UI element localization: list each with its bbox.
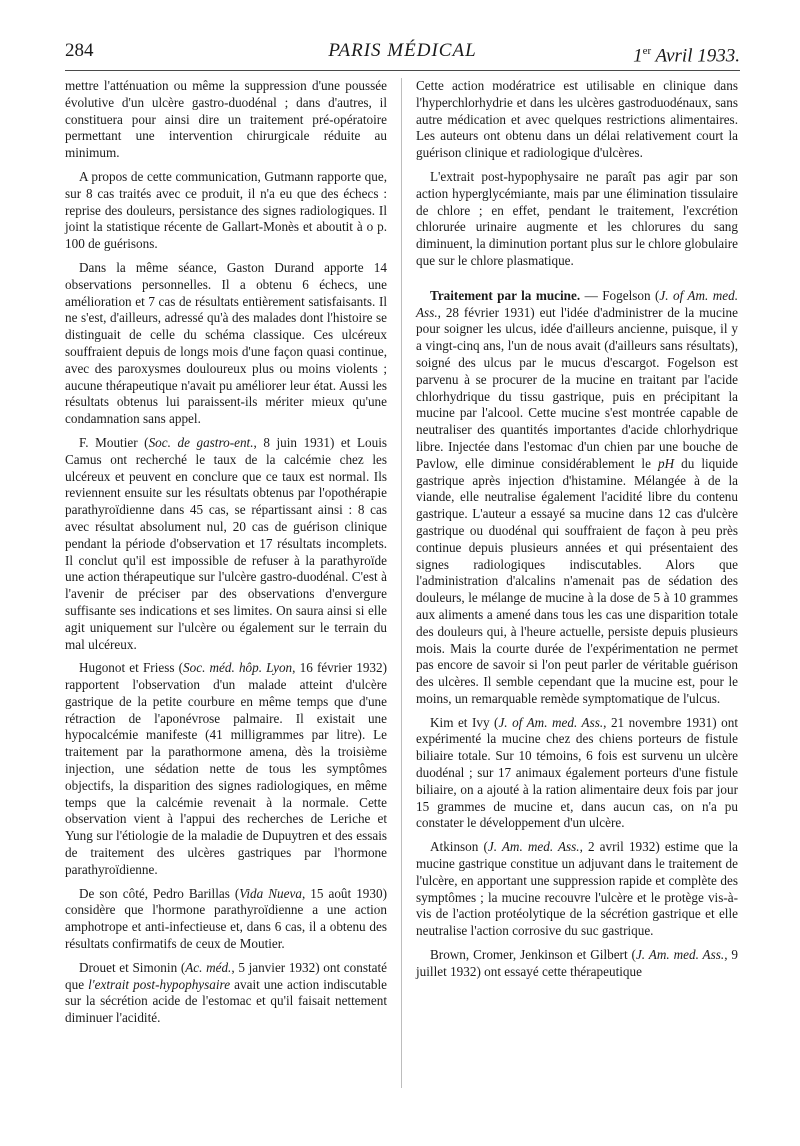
citation: Soc. de gastro-ent. — [148, 434, 254, 450]
journal-title: PARIS MÉDICAL — [328, 40, 477, 61]
issue-date — [633, 36, 740, 71]
citation: J. of Am. med. Ass. — [416, 287, 738, 320]
ph-term: pH — [657, 455, 675, 471]
citation: J. Am. med. Ass. — [635, 947, 725, 963]
paragraph: De son côté, Pedro Barillas (Vida Nueva, 15 août 1930) considère que l'hormone parathyroïdienne a une action amphotrope et anti-infectieuse et, dans 6 cas, il a obtenu des résultats confirmatifs de ceux de Moutier. — [65, 885, 387, 952]
issue-date-rest: Avril 1933. — [651, 45, 740, 67]
paragraph: A propos de cette communication, Gutmann rapporte que, sur 8 cas traités avec ce produit, il n'a eu que des échecs : reprise des douleurs, persistance des signes radiologiques. Il joint la statistique récente de Gallart-Monès et aboutit à o p. 100 de guérisons. — [65, 168, 387, 252]
header-rule — [65, 70, 740, 71]
citation: J. Am. med. Ass. — [487, 839, 580, 855]
left-column — [65, 78, 387, 1034]
paragraph: Hugonot et Friess (Soc. méd. hôp. Lyon, 16 février 1932) rapportent l'observation d'un malade atteint d'ulcère gastrique de la petite courbure en même temps que d'une rétraction de l'aponévrose palmaire. Il existait une hypocalcémie manifeste (41 milligrammes par litre). Le traitement par la parathormone amena, dès la troisième injection, une sédation nette de tous les symptômes objectifs, la disparition des signes radiologiques, en même temps que la calcémie revenait à la normale. Cette observation vient à l'appui des recherches de Leriche et Yung sur l'étiologie de la maladie de Dupuytren et des essais de traitement des ulcères gastriques par l'hormone parathyroïdienne. — [65, 660, 387, 877]
citation: Ac. méd. — [185, 959, 232, 975]
section-paragraph: Traitement par la mucine. — Fogelson (J. of Am. med. Ass., 28 février 1931) eut l'idée d'administrer de la mucine pour soigner les ulcus, idée d'ailleurs ancienne, puisque, il y a vingt-cinq ans, l'un de nous avait (d'ailleurs sans résultats), soigné des ulcus par le mucus d'escargot. Fogelson est parvenu à se procurer de la mucine en traitant par l'acide chlorhydrique du tissu gastrique, puis en précipitant la mucine par l'alcool. Cette mucine s'est montrée capable de neutraliser des quantités importantes d'acide chlorhydrique libre. Injectée dans l'estomac d'un chien par une bouche de Pavlow, elle diminue considérablement le pH du liquide gastrique après injection d'histamine. Mélangée à de la viande, elle neutralise également l'acidité libre du contenu gastrique. L'auteur a essayé sa mucine dans 12 cas d'ulcère gastrique ou duodénal qui souffraient de façon à peu près continue depuis plusieurs années et qui présentaient des signes radiologiques indiscutables. Alors que l'administration d'alcalins n'amenait pas de sédation des douleurs, le mélange de mucine à la dose de 5 à 10 grammes aux aliments a amené dans tous les cas une disparition totale des douleurs qui, à l'heure actuelle, persiste depuis plusieurs mois. Mais la courte durée de l'expérimentation ne permet pas encore de savoir si l'on peut parler de véritable guérison des ulcères. Il semble cependant que la mucine est, pour le moins, un remarquable remède symptomatique de l'ulcus. — [416, 287, 738, 706]
paragraph: Dans la même séance, Gaston Durand apporte 14 observations personnelles. Il a obtenu 6 échecs, une amélioration et 7 cas de résultats entièrement satisfaisants. Il ne s'est, d'ailleurs, adressé qu'à des malades dont l'histoire se distinguait de celle du schéma classique. Ces ulcéreux souffraient depuis de longs mois d'une façon quasi continue, avec des paroxysmes douloureux plus ou moins violents ; aucune thérapeutique n'avait pu améliorer leur état. Aussi les résultats obtenus lui paraissent-ils mériter mieux qu'une condamnation sans appel. — [65, 259, 387, 427]
paragraph: Atkinson (J. Am. med. Ass., 2 avril 1932) estime que la mucine gastrique constitue un adjuvant dans le traitement de l'ulcère, en apportant une suppression rapide et complète des symptômes ; la mucine recouvre l'ulcère et le protège vis-à-vis de l'action protéolytique de la sécrétion gastrique et elle neutralise l'action corrosive du suc gastrique. — [416, 839, 738, 939]
issue-date-day: 1 — [633, 45, 643, 67]
issue-date-suffix: er — [642, 45, 652, 57]
page-number: 284 — [65, 40, 94, 61]
running-header — [65, 36, 740, 70]
paragraph: L'extrait post-hypophysaire ne paraît pas agir par son action hyperglycémiante, mais par une élimination tissulaire de chlore ; en effet, pendant le traitement, l'excrétion chlorurée urinaire augmente et les chlorures du sang diminuent, la diminution portant plus sur le chlore globulaire que sur le chlore plasmatique. — [416, 168, 738, 268]
paragraph: F. Moutier (Soc. de gastro-ent., 8 juin 1931) et Louis Camus ont recherché le taux de la calcémie chez les ulcéreux et peuvent en conclure que ce taux est normal. Ils reviennent ensuite sur les résultats obtenus par l'opothérapie parathyroïdienne dans 45 cas, se répartissant ainsi : 8 cas avec résultat absolument nul, 20 cas de guérison clinique pendant la période d'observation et 17 résultats incomplets. Il conclut qu'il est impossible de refuser à la parathyroïde une action thérapeutique sur l'ulcère gastro-duodénal. C'est à l'avenir de préciser par des observations d'envergure suffisante ses indications et ses limites. On saura ainsi si elle agit uniquement sur l'ulcère ou également sur le terrain du mal ulcéreux. — [65, 434, 388, 652]
column-divider — [401, 78, 402, 1088]
emphasis: l'extrait post-hypophysaire — [88, 976, 231, 992]
paragraph: Kim et Ivy (J. of Am. med. Ass., 21 novembre 1931) ont expérimenté la mucine chez des chiens porteurs de fistule biliaire totale. Sur 10 témoins, 6 fois est survenu un ulcère duodénal ; sur 17 animaux également porteurs d'une fistule biliaire, on a ajouté à la ration alimentaire deux fois par jour 15 grammes de mucine et, dans aucun cas, on n'a pu constater le développement d'un ulcère. — [416, 714, 738, 831]
paragraph: Drouet et Simonin (Ac. méd., 5 janvier 1932) ont constaté que l'extrait post-hypophysaire avait une action indiscutable sur la sécrétion acide de l'estomac et qu'il faisait nettement diminuer l'acidité. — [65, 959, 387, 1026]
right-column — [416, 78, 738, 988]
paragraph: Brown, Cromer, Jenkinson et Gilbert (J. Am. med. Ass., 9 juillet 1932) ont essayé cette thérapeutique — [416, 947, 739, 979]
citation: J. of Am. med. Ass. — [498, 714, 604, 730]
paragraph: Cette action modératrice est utilisable en clinique dans l'hyperchlorhydrie et dans les ulcères gastroduodénaux, sans autre médication et avec quelques restrictions alimentaires. Les auteurs ont obtenu dans un délai relativement court la guérison clinique et radiologique d'ulcères. — [416, 78, 738, 161]
citation: Soc. méd. hôp. Lyon — [183, 660, 293, 676]
citation: Vida Nueva — [239, 885, 302, 901]
section-heading: Traitement par la mucine. — [430, 287, 581, 303]
paragraph: mettre l'atténuation ou même la suppression d'une poussée évolutive d'un ulcère gastro-duodénal ; dans d'autres, il constituera pour ainsi dire un traitement pré-opératoire permettant une intervention chirurgicale réduite au minimum. — [65, 78, 387, 161]
